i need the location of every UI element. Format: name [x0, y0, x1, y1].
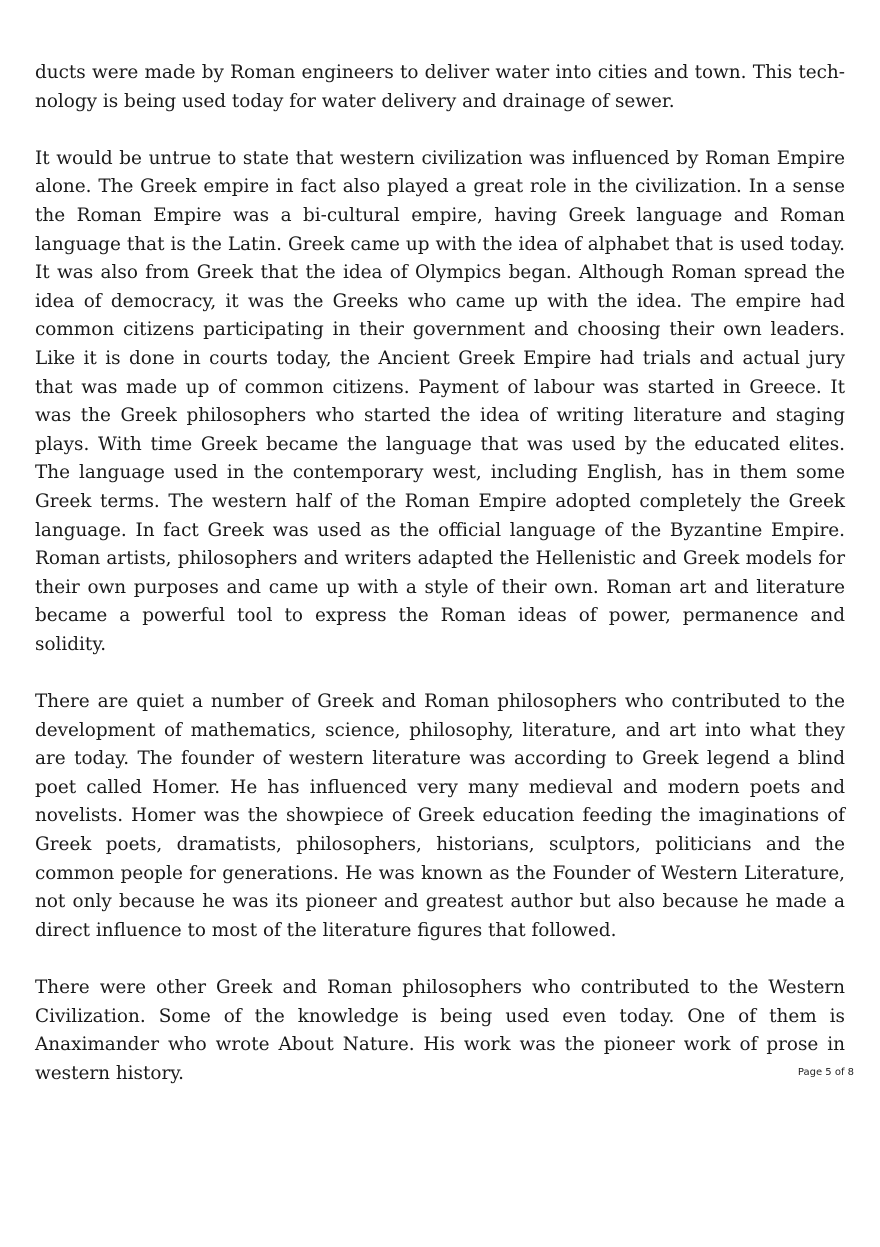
page-number: Page 5 of 8 [797, 1067, 854, 1078]
document-body [35, 59, 845, 1117]
paragraph-greek-influence: It would be untrue to state that western civilization was influenced by Roman Empire alone. The Greek empire in fact also played a great role in the civilization. In a sense the Roman Empire was a bi-cultural empire, having Greek language and Roman language that is the Latin. Greek came up with the idea of alphabet that is used today. It was also from Greek that the idea of Olympics began. Although Roman spread the idea of democracy, it was the Greeks who came up with the idea. The empire had common citizens participating in their government and choosing their own leaders. Like it is done in courts today, the Ancient Greek Empire had trials and actual jury that was made up of common citizens. Payment of labour was started in Greece. It was the Greek philosophers who started the idea of writing literature and staging plays. With time Greek became the language that was used by the educated elites. The language used in the contemporary west, including English, has in them some Greek terms. The western half of the Roman Empire adopted completely the Greek language. In fact Greek was used as the official language of the Byzantine Empire. Roman artists, philosophers and writers adapted the Hellenistic and Greek models for their own purposes and came up with a style of their own. Roman art and literature became a powerful tool to express the Roman ideas of power, permanence and solidity. [35, 147, 845, 655]
paragraph-philosophers-homer: There are quiet a number of Greek and Roman philosophers who contributed to the development of mathematics, science, philosophy, literature, and art into what they are today. The founder of western literature was according to Greek legend a blind poet called Homer. He has influenced very many medieval and modern poets and novelists. Homer was the showpiece of Greek education feeding the imaginations of Greek poets, dramatists, philosophers, historians, sculptors, politicians and the common people for generations. He was known as the Founder of Western Literature, not only because he was its pioneer and greatest author but also because he made a direct influence to most of the literature figures that followed. [35, 691, 845, 941]
paragraph-aqueducts: ducts were made by Roman engineers to deliver water into cities and town. This technology is being used today for water delivery and drainage of sewer. [35, 62, 845, 112]
paragraph-anaximander: There were other Greek and Roman philosophers who contributed to the Western Civilization. Some of the knowledge is being used even today. One of them is Anaximander who wrote About Nature. His work was the pioneer work of prose in western history. [35, 977, 845, 1084]
